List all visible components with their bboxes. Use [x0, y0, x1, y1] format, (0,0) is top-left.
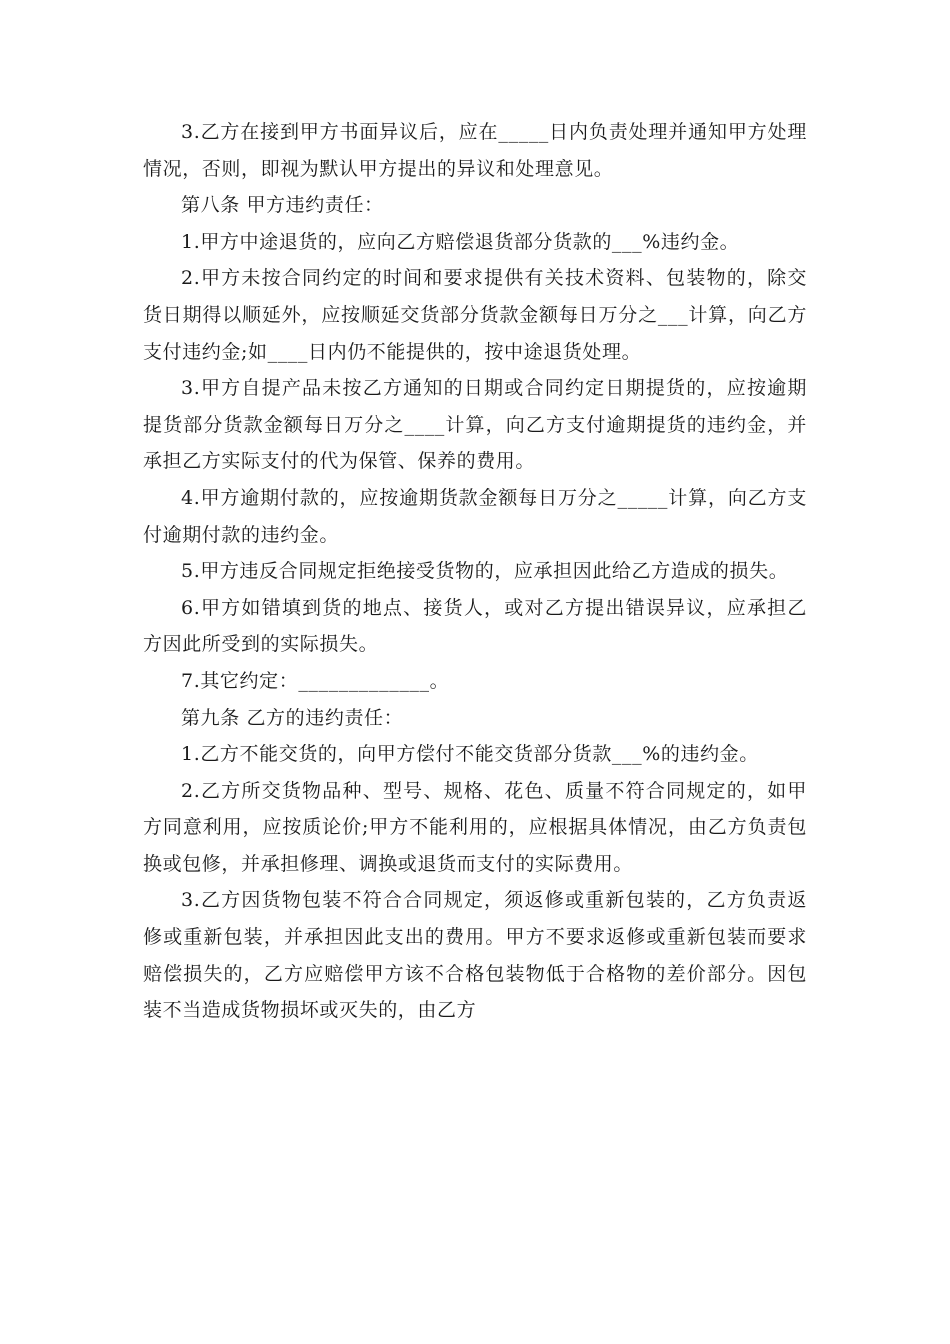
clause-paragraph: 3.甲方自提产品未按乙方通知的日期或合同约定日期提货的，应按逾期提货部分货款金额每日万分之____计算，向乙方支付逾期提货的违约金，并承担乙方实际支付的代为保管、保养的费用。 — [143, 377, 807, 473]
clause-paragraph: 7.其它约定：_____________。 — [181, 669, 450, 692]
article-heading: 第八条 甲方违约责任： — [181, 194, 384, 217]
clause-paragraph: 5.甲方违反合同规定拒绝接受货物的，应承担因此给乙方造成的损失。 — [181, 560, 789, 583]
clause-paragraph: 1.甲方中途退货的，应向乙方赔偿退货部分货款的___%违约金。 — [181, 230, 740, 253]
document-body — [143, 114, 807, 1029]
clause-paragraph: 1.乙方不能交货的，向甲方偿付不能交货部分货款___%的违约金。 — [181, 743, 759, 766]
clause-paragraph: 6.甲方如错填到货的地点、接货人，或对乙方提出错误异议，应承担乙方因此所受到的实际损失。 — [143, 596, 807, 656]
article-heading: 第九条 乙方的违约责任： — [181, 706, 404, 729]
clause-paragraph: 3.乙方在接到甲方书面异议后，应在_____日内负责处理并通知甲方处理情况，否则，即视为默认甲方提出的异议和处理意见。 — [143, 121, 807, 180]
clause-paragraph: 4.甲方逾期付款的，应按逾期货款金额每日万分之_____计算，向乙方支付逾期付款的违约金。 — [143, 486, 807, 546]
clause-paragraph: 3.乙方因货物包装不符合合同规定，须返修或重新包装的，乙方负责返修或重新包装，并承担因此支出的费用。甲方不要求返修或重新包装而要求赔偿损失的，乙方应赔偿甲方该不合格包装物低于合格物的差价部分。因包装不当造成货物损坏或灭失的，由乙方 — [143, 889, 807, 1022]
clause-paragraph: 2.乙方所交货物品种、型号、规格、花色、质量不符合同规定的，如甲方同意利用，应按质论价;甲方不能利用的，应根据具体情况，由乙方负责包换或包修，并承担修理、调换或退货而支付的实际费用。 — [143, 779, 807, 875]
clause-paragraph: 2.甲方未按合同约定的时间和要求提供有关技术资料、包装物的，除交货日期得以顺延外，应按顺延交货部分货款金额每日万分之___计算，向乙方支付违约金;如____日内仍不能提供的，按中途退货处理。 — [143, 267, 807, 363]
